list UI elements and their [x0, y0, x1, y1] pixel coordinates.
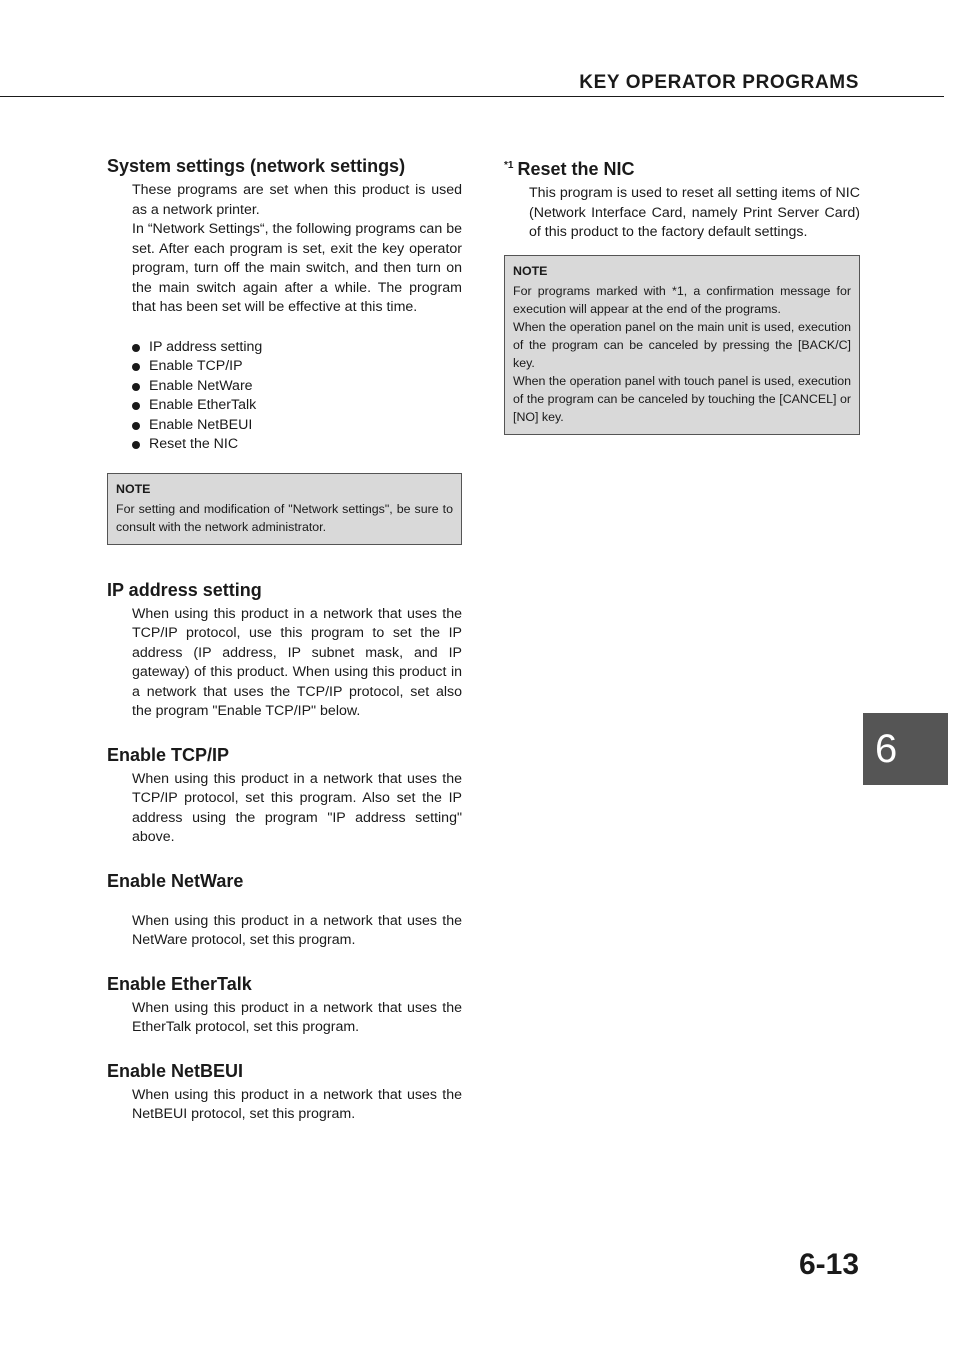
list-item [132, 396, 462, 416]
note-title: NOTE [513, 263, 548, 278]
chapter-tab: 6 [863, 713, 948, 785]
page-number: 6-13 [798, 1248, 859, 1281]
bullet-icon [132, 402, 140, 410]
list-item [132, 377, 462, 397]
ip-address-section [107, 579, 462, 722]
system-settings-section [107, 155, 462, 455]
page-header-title: KEY OPERATOR PROGRAMS [579, 72, 859, 93]
enable-netbeui-body: When using this product in a network that uses the NetBEUI protocol, set this program. [132, 1086, 462, 1122]
bullet-icon [132, 344, 140, 352]
system-settings-heading: System settings (network settings) [107, 156, 406, 176]
reset-nic-heading [504, 155, 860, 180]
bullet-icon [132, 441, 140, 449]
enable-tcpip-heading: Enable TCP/IP [107, 744, 230, 765]
system-settings-paragraph-1: These programs are set when this product is used as a network printer. [132, 182, 462, 218]
list-item-label: Enable NetWare [149, 377, 253, 394]
reset-nic-title: Reset the NIC [517, 159, 635, 179]
header-rule [0, 96, 944, 97]
list-item [132, 338, 462, 358]
reset-nic-body: This program is used to reset all setting items of NIC (Network Interface Card, namely Print Server Card) of this product to the factory default settings. [529, 185, 860, 240]
enable-tcpip-section [107, 744, 462, 848]
footnote-marker: *1 [504, 160, 514, 171]
enable-ethertalk-heading: Enable EtherTalk [107, 973, 252, 994]
enable-netbeui-heading: Enable NetBEUI [107, 1060, 244, 1081]
list-item-label: Enable EtherTalk [149, 397, 257, 413]
left-column [107, 155, 462, 1147]
enable-netware-heading: Enable NetWare [107, 870, 244, 891]
list-item-label: IP address setting [149, 338, 263, 355]
enable-netware-body: When using this product in a network that uses the NetWare protocol, set this program. [132, 912, 462, 948]
system-settings-paragraph-2: In “Network Settings“, the following programs can be set. After each program is set, exit the key operator program, turn off the main switch, and then turn on the main switch again after a while. The program that has been set will be effective at this time. [132, 221, 462, 315]
note-paragraph-1: For programs marked with *1, a confirmation message for execution will appear at the end of the programs. [513, 283, 851, 316]
bullet-icon [132, 422, 140, 430]
list-item [132, 416, 462, 436]
note-text: For setting and modification of "Network settings", be sure to consult with the network administrator. [116, 501, 453, 534]
list-item-label: Enable TCP/IP [149, 358, 243, 374]
note-paragraph-2: When the operation panel on the main unit is used, execution of the program can be canceled by pressing the [BACK/C] key. [513, 319, 851, 370]
bullet-icon [132, 383, 140, 391]
reset-nic-section [504, 155, 860, 243]
ip-address-heading: IP address setting [107, 579, 262, 600]
program-list [107, 338, 462, 455]
enable-ethertalk-section [107, 973, 462, 1038]
enable-tcpip-body: When using this product in a network that uses the TCP/IP protocol, set this program. Also set the IP address using the program "IP address setting" above. [132, 770, 462, 845]
list-item-label: Reset the NIC [149, 436, 239, 452]
list-item [132, 357, 462, 377]
reset-nic-note [504, 255, 860, 435]
ip-address-body: When using this product in a network that uses the TCP/IP protocol, use this program to set the IP address (IP address, IP subnet mask, and IP gateway) of this product. When using this product in a network that uses the TCP/IP protocol, set also the program "Enable TCP/IP" below. [132, 605, 462, 719]
note-paragraph-3: When the operation panel with touch panel is used, execution of the program can be canceled by touching the [CANCEL] or [NO] key. [513, 373, 851, 424]
list-item [132, 435, 462, 455]
bullet-icon [132, 363, 140, 371]
list-item-label: Enable NetBEUI [149, 416, 253, 433]
note-title: NOTE [116, 481, 151, 496]
network-settings-note [107, 473, 462, 545]
system-settings-body [132, 181, 462, 318]
enable-ethertalk-body: When using this product in a network that uses the EtherTalk protocol, set this program. [132, 999, 462, 1035]
right-column [504, 155, 860, 435]
enable-netbeui-section [107, 1060, 462, 1125]
enable-netware-section [107, 870, 462, 951]
